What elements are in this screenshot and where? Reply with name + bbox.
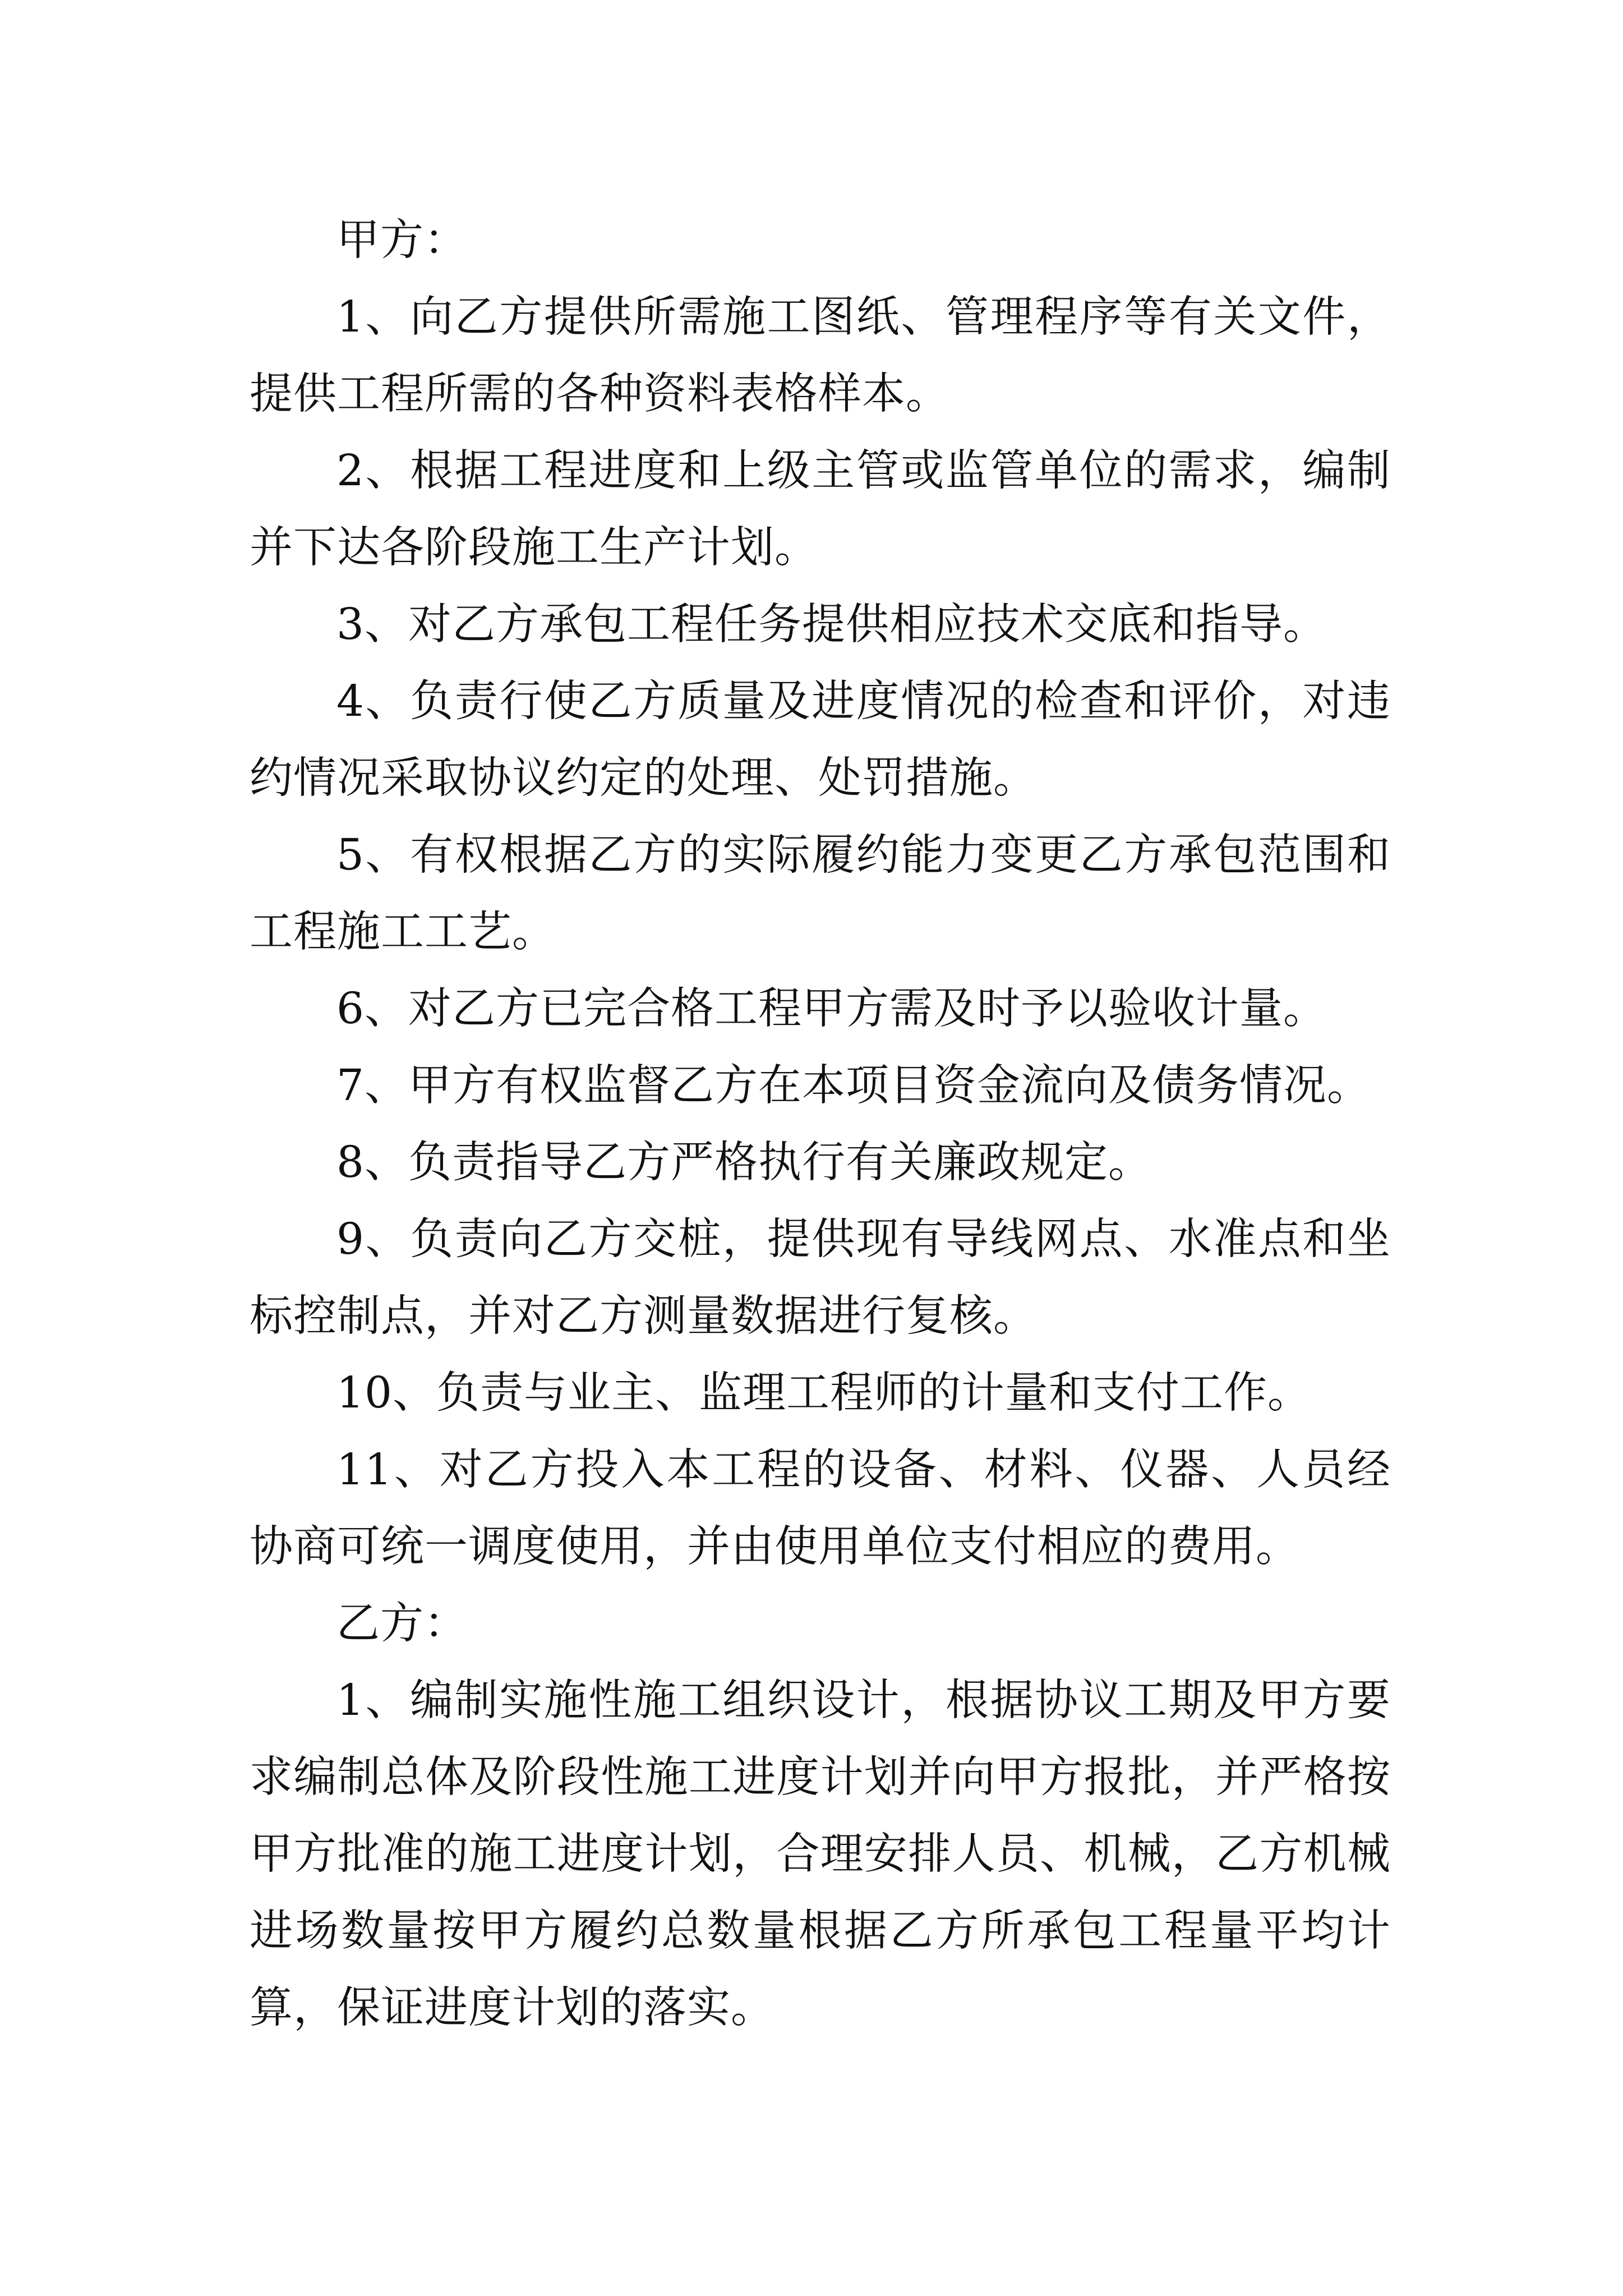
heading-party-b: 乙方： bbox=[336, 1599, 468, 1649]
party-a-clause-4: 4、负责行使乙方质量及进度情况的检查和评价，对违约情况采取协议约定的处理、处罚措施。 bbox=[250, 677, 1391, 803]
party-a-clause-7: 7、甲方有权监督乙方在本项目资金流向及债务情况。 bbox=[336, 1061, 1371, 1111]
party-b-clause-1: 1、编制实施性施工组织设计，根据协议工期及甲方要求编制总体及阶段性施工进度计划并向甲方报批，并严格按甲方批准的施工进度计划，合理安排人员、机械，乙方机械进场数量按甲方履约总数量根据乙方所承包工程量平均计算，保证进度计划的落实。 bbox=[250, 1676, 1391, 2033]
party-a-clause-1: 1、向乙方提供所需施工图纸、管理程序等有关文件，提供工程所需的各种资料表格样本。 bbox=[250, 292, 1391, 419]
party-a-clause-9: 9、负责向乙方交桩，提供现有导线网点、水准点和坐标控制点，并对乙方测量数据进行复核。 bbox=[250, 1214, 1391, 1341]
party-a-clause-6: 6、对乙方已完合格工程甲方需及时予以验收计量。 bbox=[336, 984, 1327, 1034]
party-a-clause-3: 3、对乙方承包工程任务提供相应技术交底和指导。 bbox=[336, 600, 1327, 650]
party-a-clause-8: 8、负责指导乙方严格执行有关廉政规定。 bbox=[336, 1138, 1152, 1188]
party-a-clause-10: 10、负责与业主、监理工程师的计量和支付工作。 bbox=[336, 1368, 1311, 1418]
document-body bbox=[250, 202, 1391, 2046]
party-a-clause-5: 5、有权根据乙方的实际履约能力变更乙方承包范围和工程施工工艺。 bbox=[250, 830, 1391, 957]
party-a-clause-11: 11、对乙方投入本工程的设备、材料、仪器、人员经协商可统一调度使用，并由使用单位支付相应的费用。 bbox=[250, 1445, 1391, 1572]
heading-party-a: 甲方： bbox=[336, 215, 468, 265]
party-a-clause-2: 2、根据工程进度和上级主管或监管单位的需求，编制并下达各阶段施工生产计划。 bbox=[250, 446, 1391, 573]
